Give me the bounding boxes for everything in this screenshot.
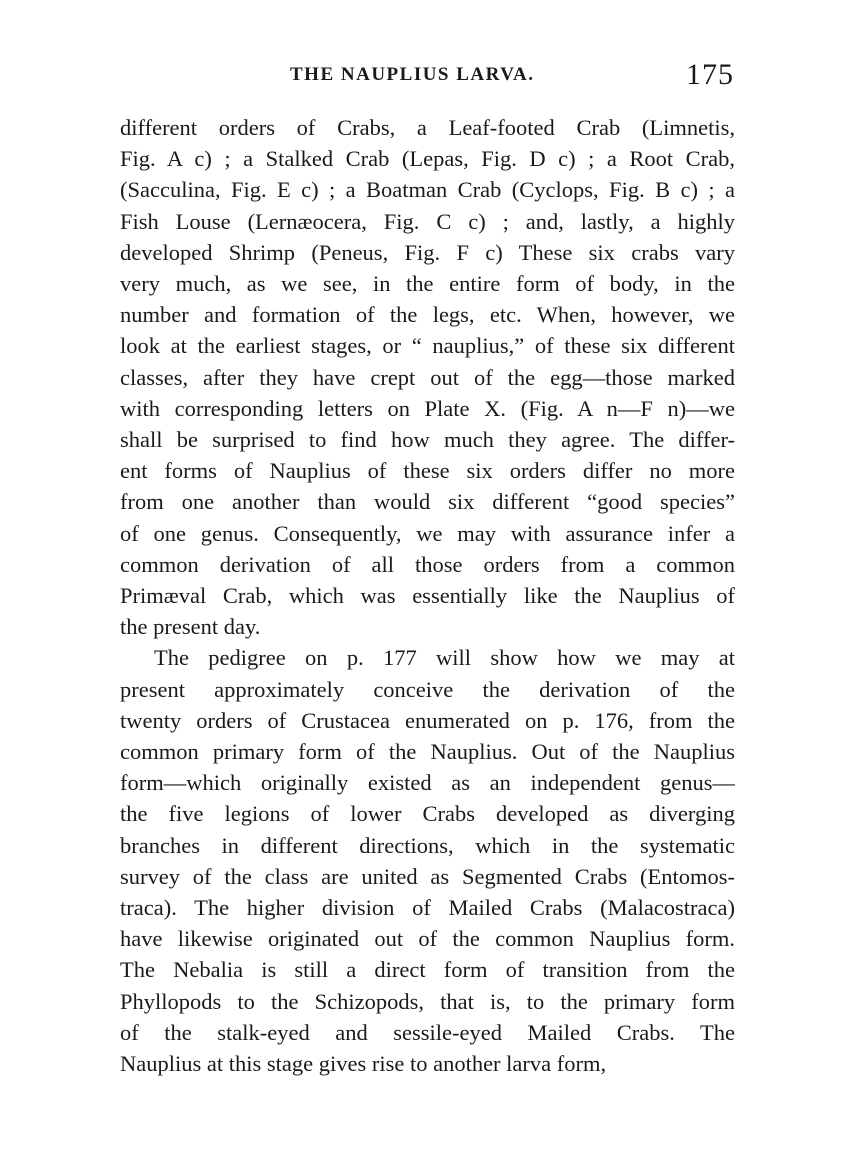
text-line: Fig. A c) ; a Stalked Crab (Lepas, Fig. D c) ; a Root Crab, xyxy=(120,146,735,172)
paragraphs xyxy=(120,112,735,1079)
text-line: survey of the class are united as Segmented Crabs (Entomos- xyxy=(120,863,735,889)
text-line: number and formation of the legs, etc. When, however, we xyxy=(120,302,735,328)
text-line: Nauplius at this stage gives rise to another larva form, xyxy=(120,1051,607,1077)
running-head xyxy=(120,60,740,100)
text-line: classes, after they have crept out of the egg—those marked xyxy=(120,364,735,390)
text-line: different orders of Crabs, a Leaf-footed Crab (Limnetis, xyxy=(120,115,735,140)
text-line: Fish Louse (Lernæocera, Fig. C c) ; and, lastly, a highly xyxy=(120,208,735,234)
text-line: from one another than would six different “good species” xyxy=(120,489,735,515)
text-line: look at the earliest stages, or “ nauplius,” of these six different xyxy=(120,333,735,359)
text-line: twenty orders of Crustacea enumerated on p. 176, from the xyxy=(120,707,735,733)
text-line: common derivation of all those orders from a common xyxy=(120,551,735,577)
text-line: branches in different directions, which in the systematic xyxy=(120,832,735,858)
text-line: with corresponding letters on Plate X. (Fig. A n—F n)—we xyxy=(120,395,735,421)
text-line: form—which originally existed as an independent genus— xyxy=(120,770,735,796)
paragraph xyxy=(120,642,735,1079)
text-line: shall be surprised to find how much they agree. The differ- xyxy=(120,427,735,453)
text-line: (Sacculina, Fig. E c) ; a Boatman Crab (Cyclops, Fig. B c) ; a xyxy=(120,177,735,203)
text-line: The pedigree on p. 177 will show how we may at xyxy=(154,645,735,671)
text-line: have likewise originated out of the common Nauplius form. xyxy=(120,926,735,952)
text-line: traca). The higher division of Mailed Crabs (Malacostraca) xyxy=(120,895,735,921)
text-line: of the stalk-eyed and sessile-eyed Mailed Crabs. The xyxy=(120,1019,735,1045)
text-line: the present day. xyxy=(120,614,261,640)
text-line: ent forms of Nauplius of these six orders differ no more xyxy=(120,458,735,484)
text-line: very much, as we see, in the entire form of body, in the xyxy=(120,271,735,297)
text-line: present approximately conceive the derivation of the xyxy=(120,676,735,702)
body-text xyxy=(120,112,735,1079)
paragraph xyxy=(120,112,735,642)
running-title: THE NAUPLIUS LARVA. xyxy=(290,64,535,85)
text-line: common primary form of the Nauplius. Out of the Nauplius xyxy=(120,739,735,765)
text-line: Phyllopods to the Schizopods, that is, to the primary form xyxy=(120,988,735,1014)
text-line: developed Shrimp (Peneus, Fig. F c) These six crabs vary xyxy=(120,239,735,265)
text-line: the five legions of lower Crabs developed as diverging xyxy=(120,801,735,827)
text-line: Primæval Crab, which was essentially like the Nauplius of xyxy=(120,583,735,609)
text-line: of one genus. Consequently, we may with assurance infer a xyxy=(120,520,735,546)
page-number: 175 xyxy=(686,58,734,91)
text-line: The Nebalia is still a direct form of transition from the xyxy=(120,957,735,983)
